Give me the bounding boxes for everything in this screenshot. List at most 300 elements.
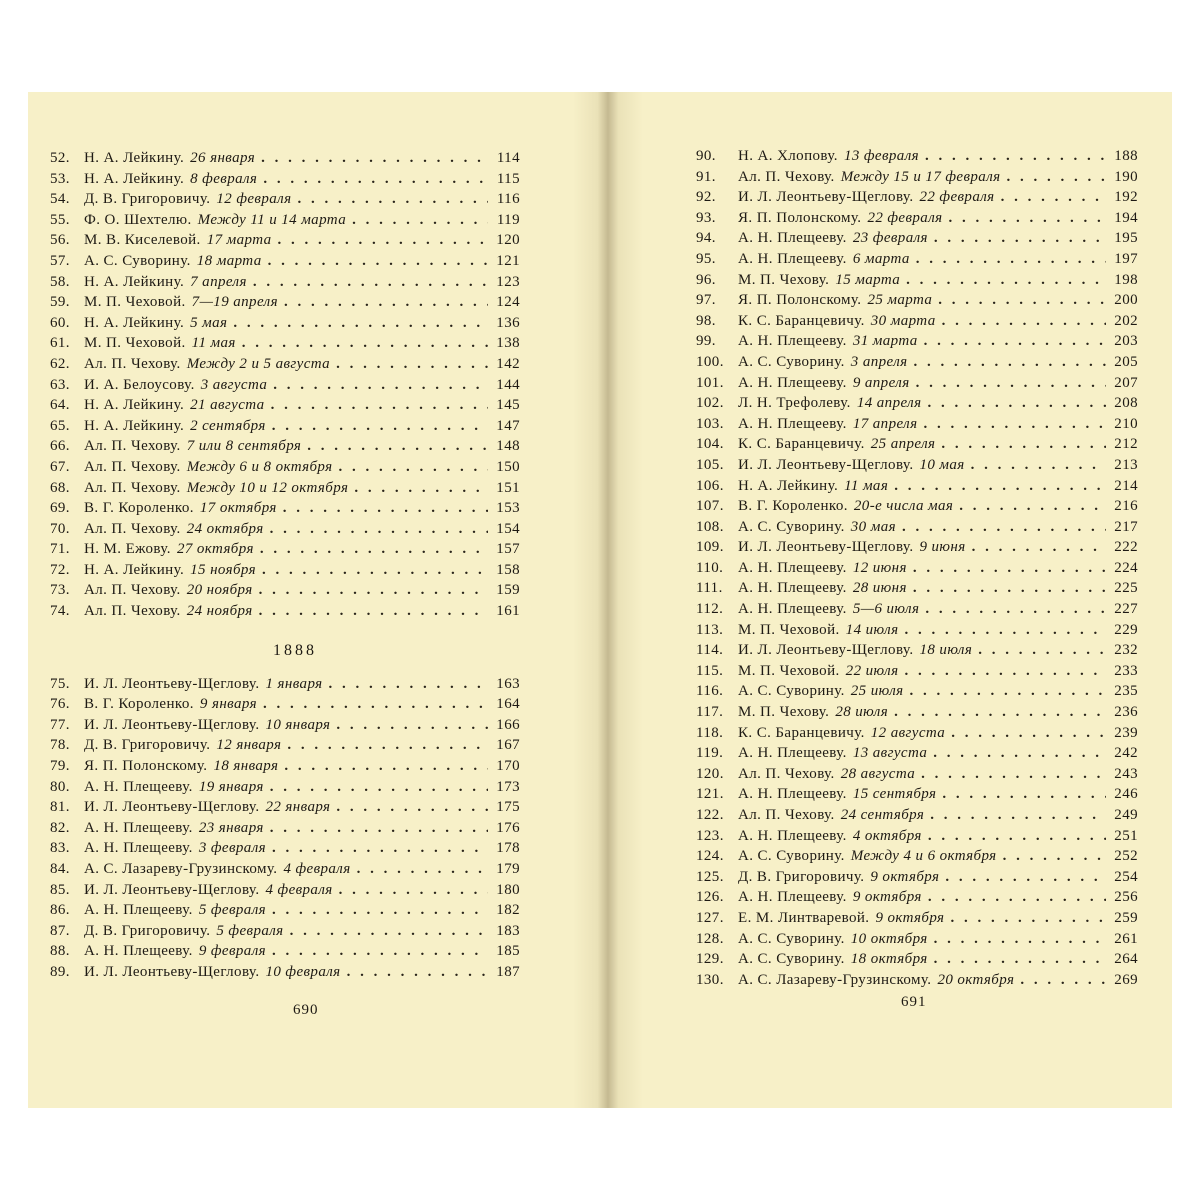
entry-date: 14 апреля: [856, 395, 922, 412]
entry-recipient: Ал. П. Чехову.: [84, 603, 181, 620]
dot-leader: [329, 674, 488, 695]
entry-number: 98.: [696, 312, 716, 329]
entry-date: 17 марта: [206, 232, 272, 249]
entry-recipient: Н. А. Хлопову.: [738, 148, 838, 164]
entry-number: 112.: [696, 601, 724, 618]
letter-entry: [50, 601, 520, 622]
entry-number: 75.: [50, 675, 70, 692]
entry-number: 66.: [50, 438, 70, 455]
entry-page-number: 153: [496, 500, 520, 517]
letter-entry: [50, 519, 520, 540]
entry-recipient: М. П. Чеховой.: [738, 621, 840, 638]
entry-page-number: 154: [496, 520, 520, 537]
entry-number: 54.: [50, 191, 70, 208]
dot-leader: [347, 962, 488, 983]
entry-recipient: Ф. О. Шехтелю.: [84, 211, 192, 228]
entry-date: 11 мая: [191, 335, 236, 352]
entry-date: 12 августа: [870, 724, 946, 741]
entry-page-number: 187: [496, 963, 520, 980]
entry-date: 9 июня: [919, 539, 966, 556]
dot-leader: [910, 681, 1106, 702]
entry-number: 71.: [50, 541, 70, 558]
dot-leader: [259, 601, 488, 622]
letter-entry: [50, 818, 520, 839]
dot-leader: [914, 352, 1106, 373]
letter-entry: [696, 826, 1138, 847]
entry-number: 57.: [50, 252, 70, 269]
entry-recipient: А. С. Суворину.: [738, 683, 845, 700]
entry-recipient: А. Н. Плещееву.: [738, 374, 847, 391]
entry-recipient: Н. А. Лейкину.: [84, 561, 185, 578]
book-spread: [28, 92, 1172, 1108]
entry-page-number: 190: [1114, 168, 1138, 185]
right-page: [696, 146, 1138, 990]
entry-number: 68.: [50, 479, 70, 496]
entry-page-number: 229: [1114, 621, 1138, 638]
letter-entry: [50, 457, 520, 478]
letter-entry: [50, 921, 520, 942]
entry-page-number: 225: [1114, 580, 1138, 597]
dot-leader: [270, 818, 488, 839]
dot-leader: [902, 517, 1106, 538]
dot-leader: [262, 560, 488, 581]
letter-entry: [50, 838, 520, 859]
dot-leader: [978, 640, 1106, 661]
entry-page-number: 194: [1114, 209, 1138, 226]
letter-entry: [50, 539, 520, 560]
letter-entry: [696, 393, 1138, 414]
entry-recipient: Я. П. Полонскому.: [84, 758, 208, 775]
entry-number: 53.: [50, 170, 70, 187]
entry-page-number: 164: [496, 696, 520, 713]
entry-number: 59.: [50, 294, 70, 311]
entry-date: 7 апреля: [190, 273, 247, 290]
entry-date: 5 февраля: [198, 902, 267, 919]
dot-leader: [339, 880, 488, 901]
entry-number: 67.: [50, 458, 70, 475]
entry-page-number: 185: [496, 943, 520, 960]
entry-page-number: 246: [1114, 786, 1138, 803]
entry-date: 17 апреля: [852, 415, 918, 432]
dot-leader: [913, 558, 1106, 579]
entry-date: 20 ноября: [186, 582, 253, 599]
entry-number: 101.: [696, 374, 724, 391]
entry-number: 60.: [50, 314, 70, 331]
entry-recipient: Н. А. Лейкину.: [84, 170, 185, 187]
letter-entry: [696, 661, 1138, 682]
dot-leader: [927, 393, 1106, 414]
entry-date: 6 марта: [852, 250, 910, 267]
entry-number: 56.: [50, 232, 70, 249]
entry-recipient: А. Н. Плещееву.: [84, 902, 193, 919]
entry-date: 18 марта: [196, 252, 262, 269]
page-number-right: 691: [901, 994, 927, 1010]
dot-leader: [924, 331, 1106, 352]
entry-page-number: 192: [1114, 189, 1138, 206]
letter-entry: [696, 476, 1138, 497]
entry-page-number: 242: [1114, 745, 1138, 762]
entry-recipient: А. С. Лазареву-Грузинскому.: [84, 861, 278, 877]
dot-leader: [272, 416, 488, 437]
letter-entry: [696, 908, 1138, 929]
entry-date: 18 октября: [850, 951, 928, 968]
entry-page-number: 197: [1114, 250, 1138, 267]
letter-entry: [50, 169, 520, 190]
entry-number: 76.: [50, 696, 70, 713]
entry-recipient: Я. П. Полонскому.: [738, 292, 862, 309]
entry-page-number: 216: [1114, 498, 1138, 515]
entry-number: 114.: [696, 642, 724, 659]
entry-recipient: И. Л. Леонтьеву-Щеглову.: [738, 456, 914, 473]
letter-entry: [696, 455, 1138, 476]
entry-page-number: 213: [1114, 456, 1138, 473]
entry-recipient: А. С. Суворину.: [84, 252, 191, 269]
entry-recipient: А. Н. Плещееву.: [738, 580, 847, 597]
entry-date: 23 января: [198, 819, 264, 836]
entry-date: 8 февраля: [190, 170, 258, 187]
entry-date: 1 января: [265, 675, 323, 692]
dot-leader: [273, 375, 488, 396]
dot-leader: [270, 777, 488, 798]
entry-number: 109.: [696, 539, 724, 556]
dot-leader: [934, 228, 1106, 249]
entry-page-number: 256: [1114, 889, 1138, 906]
entry-date: 25 апреля: [870, 436, 936, 453]
letter-list-1887: [50, 148, 520, 622]
entry-date: 14 июля: [845, 621, 899, 638]
entry-date: 24 ноября: [186, 603, 253, 620]
letter-entry: [696, 949, 1138, 970]
entry-recipient: А. Н. Плещееву.: [738, 889, 847, 906]
letter-entry: [696, 620, 1138, 641]
entry-date: 11 мая: [844, 477, 889, 494]
entry-page-number: 175: [496, 799, 520, 816]
entry-page-number: 269: [1114, 971, 1138, 988]
entry-recipient: Н. А. Лейкину.: [84, 150, 185, 166]
entry-page-number: 227: [1114, 601, 1138, 618]
entry-date: 9 октября: [852, 889, 922, 906]
entry-recipient: А. Н. Плещееву.: [738, 415, 847, 432]
dot-leader: [925, 146, 1106, 167]
entry-page-number: 173: [496, 778, 520, 795]
entry-recipient: Ал. П. Чехову.: [738, 765, 835, 782]
entry-page-number: 123: [496, 273, 520, 290]
dot-leader: [307, 436, 488, 457]
entry-number: 118.: [696, 724, 724, 741]
letter-entry: [50, 210, 520, 231]
letter-entry: [696, 352, 1138, 373]
letter-entry: [696, 187, 1138, 208]
entry-recipient: Д. В. Григоровичу.: [738, 868, 865, 885]
letter-entry: [50, 962, 520, 983]
entry-page-number: 208: [1114, 395, 1138, 412]
entry-date: 22 февраля: [867, 209, 943, 226]
letter-entry: [696, 578, 1138, 599]
entry-date: 13 февраля: [843, 148, 920, 164]
entry-date: 28 августа: [840, 765, 916, 782]
letter-entry: [696, 414, 1138, 435]
letter-entry: [50, 498, 520, 519]
entry-number: 85.: [50, 881, 70, 898]
entry-number: 77.: [50, 716, 70, 733]
entry-page-number: 148: [496, 438, 520, 455]
entry-number: 72.: [50, 561, 70, 578]
entry-page-number: 170: [496, 758, 520, 775]
letter-entry: [696, 599, 1138, 620]
dot-leader: [904, 620, 1106, 641]
dot-leader: [297, 189, 488, 210]
entry-recipient: Н. А. Лейкину.: [84, 397, 185, 414]
letter-entry: [696, 434, 1138, 455]
entry-date: 12 января: [216, 737, 282, 754]
entry-recipient: Ал. П. Чехову.: [84, 479, 181, 496]
entry-number: 105.: [696, 456, 724, 473]
entry-date: 15 марта: [835, 271, 901, 288]
dot-leader: [1003, 846, 1106, 867]
entry-recipient: М. В. Киселевой.: [84, 232, 201, 249]
entry-page-number: 202: [1114, 312, 1138, 329]
entry-page-number: 183: [496, 922, 520, 939]
dot-leader: [933, 743, 1106, 764]
entry-recipient: И. Л. Леонтьеву-Щеглову.: [84, 799, 260, 816]
entry-recipient: А. Н. Плещееву.: [738, 333, 847, 350]
letter-entry: [50, 272, 520, 293]
entry-page-number: 207: [1114, 374, 1138, 391]
entry-number: 55.: [50, 211, 70, 228]
entry-page-number: 254: [1114, 868, 1138, 885]
dot-leader: [894, 702, 1106, 723]
entry-number: 122.: [696, 807, 724, 823]
entry-date: 12 февраля: [216, 191, 292, 208]
dot-leader: [945, 867, 1106, 888]
entry-page-number: 145: [496, 397, 520, 414]
entry-number: 86.: [50, 902, 70, 919]
dot-leader: [930, 805, 1106, 826]
entry-recipient: В. Г. Короленко.: [84, 696, 194, 713]
entry-number: 63.: [50, 376, 70, 393]
letter-entry: [50, 230, 520, 251]
letter-entry: [696, 167, 1138, 188]
entry-number: 96.: [696, 271, 716, 288]
entry-number: 125.: [696, 868, 724, 885]
entry-date: 15 ноября: [190, 561, 257, 578]
entry-recipient: А. Н. Плещееву.: [738, 559, 847, 576]
entry-number: 110.: [696, 559, 724, 576]
entry-number: 117.: [696, 704, 724, 721]
entry-recipient: И. А. Белоусову.: [84, 376, 195, 393]
entry-page-number: 205: [1114, 353, 1138, 370]
entry-page-number: 151: [496, 479, 520, 496]
entry-recipient: Ал. П. Чехову.: [84, 355, 181, 372]
dot-leader: [233, 313, 488, 334]
dot-leader: [906, 270, 1106, 291]
entry-number: 70.: [50, 520, 70, 537]
entry-date: 7—19 апреля: [191, 294, 278, 311]
entry-number: 79.: [50, 758, 70, 775]
entry-recipient: Д. В. Григоровичу.: [84, 191, 211, 208]
entry-date: Между 11 и 14 марта: [197, 211, 347, 228]
entry-number: 88.: [50, 943, 70, 960]
entry-page-number: 182: [496, 902, 520, 919]
entry-number: 127.: [696, 909, 724, 926]
entry-date: 19 января: [198, 778, 264, 795]
entry-date: 30 мая: [850, 518, 896, 535]
entry-page-number: 166: [496, 716, 520, 733]
dot-leader: [921, 764, 1106, 785]
letter-entry: [696, 496, 1138, 517]
entry-recipient: А. С. Суворину.: [738, 930, 845, 947]
entry-page-number: 158: [496, 561, 520, 578]
entry-number: 95.: [696, 250, 716, 267]
entry-recipient: М. П. Чехову.: [738, 704, 830, 721]
dot-leader: [923, 414, 1106, 435]
entry-page-number: 233: [1114, 662, 1138, 679]
entry-recipient: И. Л. Леонтьеву-Щеглову.: [84, 963, 260, 980]
letter-entry: [50, 333, 520, 354]
entry-date: 28 июля: [835, 704, 889, 721]
letter-entry: [50, 292, 520, 313]
entry-date: 7 или 8 сентября: [186, 438, 302, 455]
entry-recipient: Н. М. Ежову.: [84, 541, 171, 558]
letter-entry: [696, 517, 1138, 538]
entry-recipient: Н. А. Лейкину.: [84, 314, 185, 331]
entry-recipient: А. С. Суворину.: [738, 353, 845, 370]
entry-date: 20-е числа мая: [853, 498, 954, 515]
dot-leader: [942, 311, 1106, 332]
entry-number: 121.: [696, 786, 724, 803]
entry-number: 61.: [50, 335, 70, 352]
entry-date: 20 октября: [937, 971, 1015, 988]
entry-page-number: 114: [496, 150, 520, 166]
entry-number: 87.: [50, 922, 70, 939]
entry-number: 116.: [696, 683, 724, 700]
entry-page-number: 176: [496, 819, 520, 836]
dot-leader: [951, 723, 1106, 744]
letter-entry: [50, 694, 520, 715]
entry-number: 128.: [696, 930, 724, 947]
entry-number: 108.: [696, 518, 724, 535]
entry-page-number: 161: [496, 603, 520, 620]
dot-leader: [949, 208, 1106, 229]
entry-number: 124.: [696, 848, 724, 865]
dot-leader: [270, 519, 488, 540]
entry-recipient: А. Н. Плещееву.: [738, 230, 847, 247]
entry-date: 2 сентября: [190, 417, 266, 434]
letter-entry: [50, 756, 520, 777]
dot-leader: [263, 169, 488, 190]
entry-page-number: 195: [1114, 230, 1138, 247]
entry-date: 5—6 июля: [852, 601, 920, 618]
dot-leader: [894, 476, 1106, 497]
entry-recipient: Ал. П. Чехову.: [84, 438, 181, 455]
entry-recipient: Ал. П. Чехову.: [738, 168, 835, 185]
left-page: [50, 148, 520, 983]
entry-recipient: К. С. Баранцевичу.: [738, 436, 865, 453]
entry-number: 113.: [696, 621, 724, 638]
entry-number: 130.: [696, 971, 724, 988]
dot-leader: [971, 455, 1106, 476]
dot-leader: [268, 251, 488, 272]
dot-leader: [352, 210, 488, 231]
letter-entry: [50, 416, 520, 437]
dot-leader: [261, 148, 488, 169]
entry-number: 106.: [696, 477, 724, 494]
letter-entry: [50, 251, 520, 272]
letter-entry: [50, 797, 520, 818]
entry-page-number: 232: [1114, 642, 1138, 659]
entry-number: 83.: [50, 840, 70, 857]
entry-number: 94.: [696, 230, 716, 247]
year-heading: 1888: [273, 641, 317, 659]
entry-recipient: А. Н. Плещееву.: [84, 840, 193, 857]
dot-leader: [278, 230, 488, 251]
entry-date: 18 июля: [919, 642, 973, 659]
entry-recipient: Д. В. Григоровичу.: [84, 922, 211, 939]
entry-date: 18 января: [213, 758, 279, 775]
entry-page-number: 138: [496, 335, 520, 352]
entry-page-number: 116: [496, 191, 520, 208]
entry-date: 5 мая: [190, 314, 228, 331]
entry-page-number: 235: [1114, 683, 1138, 700]
entry-date: 15 сентября: [852, 786, 937, 803]
entry-recipient: Л. Н. Трефолеву.: [738, 395, 851, 412]
entry-page-number: 159: [496, 582, 520, 599]
entry-number: 81.: [50, 799, 70, 816]
entry-number: 126.: [696, 889, 724, 906]
entry-number: 123.: [696, 827, 724, 844]
entry-recipient: В. Г. Короленко.: [738, 498, 848, 515]
dot-leader: [272, 941, 488, 962]
entry-date: 24 октября: [186, 520, 264, 537]
letter-entry: [696, 784, 1138, 805]
entry-recipient: А. Н. Плещееву.: [84, 943, 193, 960]
letter-entry: [50, 375, 520, 396]
letter-entry: [696, 846, 1138, 867]
entry-recipient: М. П. Чеховой.: [84, 294, 186, 311]
entry-recipient: Ал. П. Чехову.: [84, 582, 181, 599]
dot-leader: [336, 797, 488, 818]
letter-entry: [696, 970, 1138, 991]
entry-recipient: Ал. П. Чехову.: [738, 807, 835, 823]
entry-recipient: А. С. Лазареву-Грузинскому.: [738, 971, 932, 988]
entry-recipient: Н. А. Лейкину.: [84, 417, 185, 434]
entry-number: 62.: [50, 355, 70, 372]
entry-date: 22 февраля: [919, 189, 995, 206]
letter-entry: [696, 537, 1138, 558]
letter-entry: [696, 270, 1138, 291]
entry-date: 9 апреля: [852, 374, 910, 391]
dot-leader: [253, 272, 488, 293]
entry-number: 120.: [696, 765, 724, 782]
entry-date: 10 января: [265, 716, 331, 733]
letter-entry: [50, 148, 520, 169]
entry-page-number: 124: [496, 294, 520, 311]
entry-page-number: 188: [1114, 148, 1138, 164]
letter-entry: [696, 764, 1138, 785]
letter-entry: [696, 640, 1138, 661]
entry-number: 84.: [50, 861, 70, 877]
entry-date: Между 10 и 12 октября: [186, 479, 349, 496]
entry-date: Между 4 и 6 октября: [850, 848, 997, 865]
entry-number: 129.: [696, 951, 724, 968]
entry-date: 23 февраля: [852, 230, 928, 247]
entry-recipient: А. Н. Плещееву.: [738, 745, 847, 762]
dot-leader: [339, 457, 488, 478]
dot-leader: [934, 929, 1106, 950]
entry-recipient: А. Н. Плещееву.: [738, 250, 847, 267]
letter-entry: [50, 580, 520, 601]
entry-page-number: 150: [496, 458, 520, 475]
